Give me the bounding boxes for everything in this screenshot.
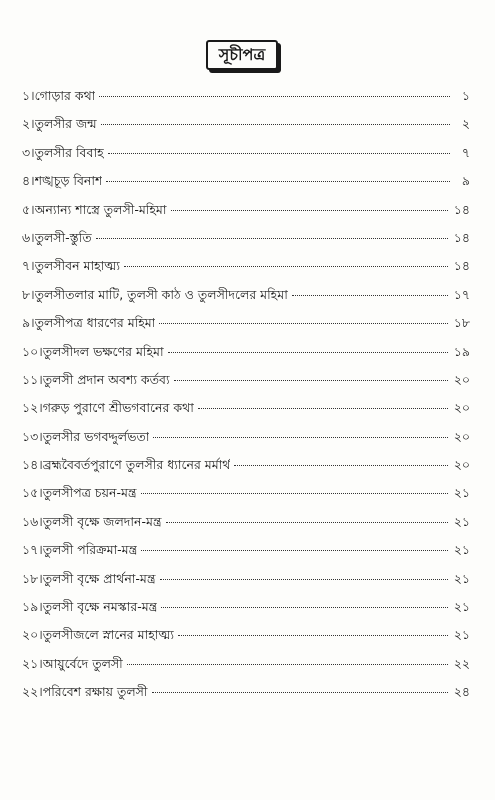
dot-leader xyxy=(198,408,448,409)
entry-page: ৯ xyxy=(461,173,470,189)
entry-number: ৮। xyxy=(22,286,35,302)
entry-title: তুলসীপত্র চয়ন-মন্ত্র xyxy=(42,485,137,501)
list-item xyxy=(22,372,470,400)
list-item xyxy=(22,344,470,372)
entry-number: ২১। xyxy=(22,655,43,671)
dot-leader xyxy=(171,210,448,211)
entry-number: ১৩। xyxy=(22,428,43,444)
dot-leader xyxy=(108,153,450,154)
entry-title: তুলসীজলে স্নানের মাহাত্ম্য xyxy=(42,627,175,643)
entry-title: পরিবেশ রক্ষায় তুলসী xyxy=(42,684,148,700)
entry-title: তুলসীদল ভক্ষণের মহিমা xyxy=(42,343,164,359)
dot-leader xyxy=(99,96,450,97)
entry-number: ১৬। xyxy=(22,513,43,529)
dot-leader xyxy=(234,465,447,466)
entry-page: ১৪ xyxy=(453,258,470,274)
dot-leader xyxy=(178,635,448,636)
entry-number: ৯। xyxy=(22,315,35,331)
dot-leader xyxy=(161,607,447,608)
entry-page: ২০ xyxy=(453,428,470,444)
list-item xyxy=(22,429,470,457)
entry-number: ১৫। xyxy=(22,485,43,501)
entry-number: ৪। xyxy=(22,173,35,189)
entry-number: ৩। xyxy=(22,144,35,160)
entry-title: তুলসী বৃক্ষে প্রার্থনা-মন্ত্র xyxy=(42,570,156,586)
entry-page: ২১ xyxy=(453,513,470,529)
dot-leader xyxy=(124,266,448,267)
entry-number: ২। xyxy=(22,116,35,132)
entry-page: ২১ xyxy=(453,542,470,558)
entry-number: ১২। xyxy=(22,400,43,416)
entry-number: ১০। xyxy=(22,343,43,359)
entry-page: ১৪ xyxy=(453,201,470,217)
entry-title: তুলসী পরিক্রমা-মন্ত্র xyxy=(42,542,138,558)
entry-page: ২ xyxy=(461,116,470,132)
entry-title: তুলসী প্রদান অবশ্য কর্তব্য xyxy=(42,371,170,387)
list-item xyxy=(22,145,470,173)
entry-title: তুলসী-স্তুতি xyxy=(34,229,92,245)
entry-page: ২২ xyxy=(453,655,470,671)
entry-title: তুলসীতলার মাটি, তুলসী কাঠ ও তুলসীদলের মহিমা xyxy=(34,286,288,302)
list-item xyxy=(22,287,470,315)
list-item xyxy=(22,514,470,542)
entry-number: ১৯। xyxy=(22,599,43,615)
entry-number: ১। xyxy=(22,88,35,103)
dot-leader xyxy=(101,124,450,125)
entry-page: ২০ xyxy=(453,371,470,387)
list-item xyxy=(22,173,470,201)
entry-title: তুলসীর ভগবদ্দুর্লভতা xyxy=(42,428,150,444)
entry-title: তুলসী বৃক্ষে জলদান-মন্ত্র xyxy=(42,513,162,529)
entry-number: ১৭। xyxy=(22,542,43,558)
list-item xyxy=(22,230,470,258)
list-item xyxy=(22,599,470,627)
list-item xyxy=(22,485,470,513)
entry-page: ১৮ xyxy=(453,315,470,331)
entry-page: ১৭ xyxy=(453,286,470,302)
entry-number: ১৪। xyxy=(22,457,43,473)
entry-title: তুলসীবন মাহাত্ম্য xyxy=(34,258,120,274)
entry-page: ২১ xyxy=(453,570,470,586)
dot-leader xyxy=(292,295,448,296)
entry-title: তুলসীপত্র ধারণের মহিমা xyxy=(34,315,156,331)
dot-leader xyxy=(160,579,448,580)
dot-leader xyxy=(106,181,450,182)
entry-number: ২০। xyxy=(22,627,43,643)
entry-title: তুলসী বৃক্ষে নমস্কার-মন্ত্র xyxy=(42,599,158,615)
entry-title: আয়ুর্বেদে তুলসী xyxy=(42,655,123,671)
list-item xyxy=(22,656,470,684)
entry-number: ১১। xyxy=(22,371,43,387)
entry-page: ২০ xyxy=(453,457,470,473)
list-item xyxy=(22,571,470,599)
entry-page: ২১ xyxy=(453,627,470,643)
entry-title: শঙ্খচূড় বিনাশ xyxy=(34,173,103,189)
entry-page: ১৯ xyxy=(453,343,470,359)
list-item xyxy=(22,400,470,428)
entry-number: ৭। xyxy=(22,258,35,274)
list-item xyxy=(22,627,470,655)
dot-leader xyxy=(159,323,447,324)
entry-page: ১ xyxy=(461,88,470,103)
entry-title: অন্যান্য শাস্ত্রে তুলসী-মহিমা xyxy=(34,201,167,217)
dot-leader xyxy=(127,664,448,665)
entry-title: গরুড় পুরাণে শ্রীভগবানের কথা xyxy=(42,400,194,416)
dot-leader xyxy=(152,692,448,693)
list-item xyxy=(22,116,470,144)
entry-number: ৬। xyxy=(22,229,35,245)
entry-page: ২০ xyxy=(453,400,470,416)
entry-title: গোড়ার কথা xyxy=(34,88,96,103)
entry-number: ১৮। xyxy=(22,570,43,586)
list-item xyxy=(22,202,470,230)
entry-title: ব্রহ্মবৈবর্তপুরাণে তুলসীর ধ্যানের মর্মার্থ xyxy=(42,457,231,473)
table-of-contents xyxy=(22,88,470,713)
entry-number: ৫। xyxy=(22,201,35,217)
page-title: সূচীপত্র xyxy=(206,40,278,70)
entry-number: ২২। xyxy=(22,684,43,700)
entry-page: ২৪ xyxy=(453,684,470,700)
list-item xyxy=(22,88,470,116)
dot-leader xyxy=(166,522,448,523)
list-item xyxy=(22,457,470,485)
entry-page: ৭ xyxy=(461,144,470,160)
entry-title: তুলসীর বিবাহ xyxy=(34,144,104,160)
dot-leader xyxy=(141,493,448,494)
dot-leader xyxy=(153,437,447,438)
entry-page: ১৪ xyxy=(453,229,470,245)
entry-page: ২১ xyxy=(453,485,470,501)
list-item xyxy=(22,684,470,712)
entry-title: তুলসীর জন্ম xyxy=(34,116,97,132)
list-item xyxy=(22,258,470,286)
list-item xyxy=(22,315,470,343)
dot-leader xyxy=(96,238,448,239)
dot-leader xyxy=(174,380,448,381)
dot-leader xyxy=(141,550,447,551)
entry-page: ২১ xyxy=(453,599,470,615)
list-item xyxy=(22,542,470,570)
dot-leader xyxy=(168,352,448,353)
